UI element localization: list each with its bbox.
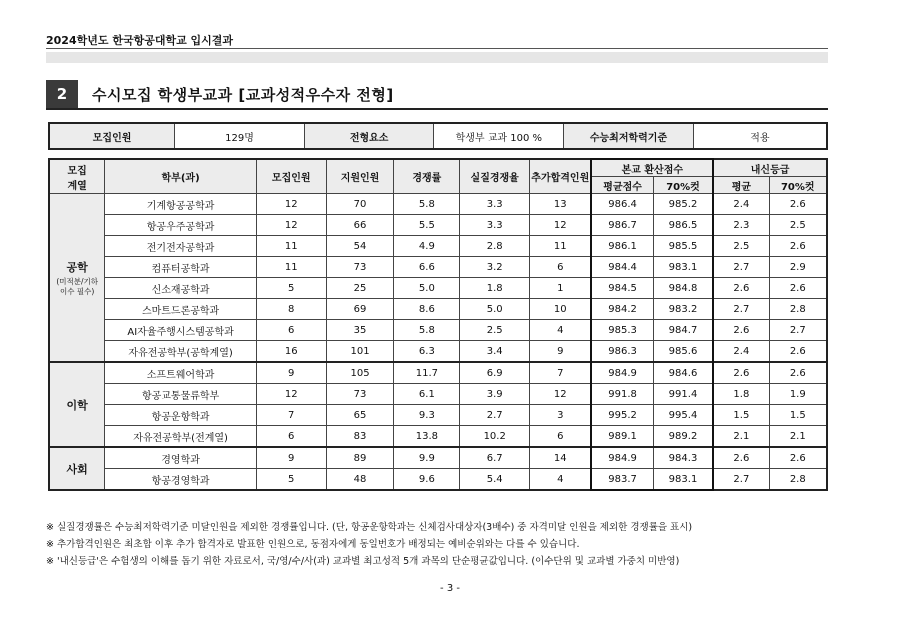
- real-ratio-cell: 6.9: [460, 362, 530, 384]
- extra-cell: 11: [530, 236, 592, 257]
- grade-70-cell: 1.9: [769, 384, 827, 405]
- dept-cell: 컴퓨터공학과: [105, 257, 257, 278]
- applicants-cell: 70: [326, 194, 394, 215]
- group-name: 이학: [66, 398, 88, 412]
- note-extra: ※ 추가합격인원은 최초합 이후 추가 합격자로 발표한 인원으로, 동점자에게 동일번호가 배정되는 예비순위와는 다를 수 있습니다.: [46, 539, 580, 550]
- table-row: [49, 278, 827, 299]
- dept-cell: 신소재공학과: [105, 278, 257, 299]
- dept-cell: 항공운항학과: [105, 405, 257, 426]
- conv-avg-cell: 984.2: [591, 299, 653, 320]
- real-ratio-cell: 2.7: [460, 405, 530, 426]
- conv-avg-cell: 984.9: [591, 447, 653, 469]
- conv-70-cell: 984.3: [653, 447, 713, 469]
- dept-cell: 자유전공학부(전계열): [105, 426, 257, 448]
- quota-cell: 9: [256, 362, 326, 384]
- grade-70-cell: 2.6: [769, 194, 827, 215]
- quota-cell: 6: [256, 426, 326, 448]
- grade-avg-cell: 2.6: [713, 447, 769, 469]
- conv-70-cell: 986.5: [653, 215, 713, 236]
- dept-cell: 항공교통물류학부: [105, 384, 257, 405]
- grade-avg-cell: 2.6: [713, 278, 769, 299]
- grade-avg-cell: 2.7: [713, 257, 769, 278]
- applicants-cell: 69: [326, 299, 394, 320]
- conv-70-cell: 983.2: [653, 299, 713, 320]
- dept-cell: 스마트드론공학과: [105, 299, 257, 320]
- table-row: [49, 426, 827, 448]
- ratio-cell: 5.5: [394, 215, 460, 236]
- applicants-cell: 48: [326, 469, 394, 491]
- header-extra: 추가합격인원: [530, 159, 592, 194]
- ratio-cell: 11.7: [394, 362, 460, 384]
- header-ratio: 경쟁률: [394, 159, 460, 194]
- ratio-cell: 4.9: [394, 236, 460, 257]
- ratio-cell: 13.8: [394, 426, 460, 448]
- applicants-cell: 73: [326, 384, 394, 405]
- dept-cell: 항공경영학과: [105, 469, 257, 491]
- dept-cell: AI자율주행시스템공학과: [105, 320, 257, 341]
- extra-cell: 6: [530, 426, 592, 448]
- real-ratio-cell: 10.2: [460, 426, 530, 448]
- conv-avg-cell: 995.2: [591, 405, 653, 426]
- conv-avg-cell: 984.4: [591, 257, 653, 278]
- grade-70-cell: 1.5: [769, 405, 827, 426]
- header-grade-70: 70%컷: [769, 177, 827, 194]
- extra-cell: 12: [530, 384, 592, 405]
- real-ratio-cell: 1.8: [460, 278, 530, 299]
- header-applicants: 지원인원: [326, 159, 394, 194]
- dept-cell: 자유전공학부(공학계열): [105, 341, 257, 363]
- dept-cell: 항공우주공학과: [105, 215, 257, 236]
- grade-avg-cell: 2.4: [713, 341, 769, 363]
- table-row: [49, 447, 827, 469]
- table-row: [49, 320, 827, 341]
- group-name: 사회: [66, 462, 88, 476]
- table-row: [49, 257, 827, 278]
- applicants-cell: 105: [326, 362, 394, 384]
- real-ratio-cell: 3.9: [460, 384, 530, 405]
- grade-70-cell: 2.6: [769, 341, 827, 363]
- quota-cell: 9: [256, 447, 326, 469]
- header-group: 모집 계열: [49, 159, 105, 194]
- document-title: 2024학년도 한국항공대학교 입시결과: [46, 34, 234, 47]
- conv-70-cell: 985.6: [653, 341, 713, 363]
- ratio-cell: 6.6: [394, 257, 460, 278]
- real-ratio-cell: 6.7: [460, 447, 530, 469]
- grade-avg-cell: 1.5: [713, 405, 769, 426]
- grade-avg-cell: 2.1: [713, 426, 769, 448]
- table-row: [49, 469, 827, 491]
- header-dept: 학부(과): [105, 159, 257, 194]
- grade-avg-cell: 2.7: [713, 299, 769, 320]
- table-row: [49, 236, 827, 257]
- quota-cell: 8: [256, 299, 326, 320]
- section-number: 2: [46, 80, 78, 108]
- dept-cell: 경영학과: [105, 447, 257, 469]
- table-row: [49, 384, 827, 405]
- conv-70-cell: 983.1: [653, 469, 713, 491]
- conv-avg-cell: 986.3: [591, 341, 653, 363]
- quota-cell: 12: [256, 194, 326, 215]
- grade-70-cell: 2.9: [769, 257, 827, 278]
- grade-avg-cell: 2.6: [713, 362, 769, 384]
- ratio-cell: 9.3: [394, 405, 460, 426]
- real-ratio-cell: 3.3: [460, 194, 530, 215]
- real-ratio-cell: 5.4: [460, 469, 530, 491]
- group-cell: [49, 194, 105, 363]
- real-ratio-cell: 3.4: [460, 341, 530, 363]
- header-grade: 내신등급: [713, 159, 827, 177]
- extra-cell: 12: [530, 215, 592, 236]
- grade-70-cell: 2.8: [769, 299, 827, 320]
- conv-avg-cell: 984.5: [591, 278, 653, 299]
- conv-avg-cell: 984.9: [591, 362, 653, 384]
- conv-70-cell: 983.1: [653, 257, 713, 278]
- conv-70-cell: 984.8: [653, 278, 713, 299]
- ratio-cell: 5.8: [394, 320, 460, 341]
- extra-cell: 1: [530, 278, 592, 299]
- applicants-cell: 25: [326, 278, 394, 299]
- dept-cell: 소프트웨어학과: [105, 362, 257, 384]
- header-conv-avg: 평균점수: [591, 177, 653, 194]
- table-row: [49, 215, 827, 236]
- quota-cell: 11: [256, 236, 326, 257]
- grade-avg-cell: 2.3: [713, 215, 769, 236]
- grade-70-cell: 2.8: [769, 469, 827, 491]
- section-header: [46, 80, 828, 110]
- note-real-ratio: ※ 실질경쟁률은 수능최저학력기준 미달인원을 제외한 경쟁률입니다. (단, 항공운항학과는 신체검사대상자(3배수) 중 자격미달 인원을 제외한 경쟁률을 표시): [46, 522, 693, 533]
- conv-avg-cell: 989.1: [591, 426, 653, 448]
- ratio-cell: 9.6: [394, 469, 460, 491]
- table-row: [49, 362, 827, 384]
- header-conv: 본교 환산점수: [591, 159, 713, 177]
- ratio-cell: 9.9: [394, 447, 460, 469]
- quota-cell: 16: [256, 341, 326, 363]
- grade-70-cell: 2.6: [769, 236, 827, 257]
- extra-cell: 9: [530, 341, 592, 363]
- quota-cell: 6: [256, 320, 326, 341]
- section-title: 수시모집 학생부교과 [교과성적우수자 전형]: [92, 85, 394, 104]
- quota-cell: 7: [256, 405, 326, 426]
- grade-70-cell: 2.5: [769, 215, 827, 236]
- note-grade: ※ '내신등급'은 수험생의 이해를 돕기 위한 자료로서, 국/영/수/사(과) 교과별 최고성적 5개 과목의 단순평균값입니다. (이수단위 및 교과별 가중치 미반영): [46, 556, 680, 567]
- quota-cell: 11: [256, 257, 326, 278]
- quota-cell: 12: [256, 384, 326, 405]
- element-value: 학생부 교과 100 %: [434, 123, 564, 149]
- real-ratio-cell: 3.2: [460, 257, 530, 278]
- dept-cell: 기계항공공학과: [105, 194, 257, 215]
- ratio-cell: 5.0: [394, 278, 460, 299]
- group-cell: [49, 362, 105, 447]
- applicants-cell: 65: [326, 405, 394, 426]
- grade-avg-cell: 2.4: [713, 194, 769, 215]
- quota-value: 129명: [175, 123, 305, 149]
- group-cell: [49, 447, 105, 490]
- real-ratio-cell: 5.0: [460, 299, 530, 320]
- applicants-cell: 54: [326, 236, 394, 257]
- applicants-cell: 35: [326, 320, 394, 341]
- grade-70-cell: 2.1: [769, 426, 827, 448]
- conv-70-cell: 985.5: [653, 236, 713, 257]
- extra-cell: 4: [530, 320, 592, 341]
- conv-avg-cell: 986.7: [591, 215, 653, 236]
- page-number: - 3 -: [440, 583, 460, 594]
- header-band: [46, 52, 828, 63]
- extra-cell: 14: [530, 447, 592, 469]
- csat-label: 수능최저학력기준: [564, 123, 694, 149]
- real-ratio-cell: 2.8: [460, 236, 530, 257]
- header-real-ratio: 실질경쟁율: [460, 159, 530, 194]
- ratio-cell: 6.3: [394, 341, 460, 363]
- real-ratio-cell: 3.3: [460, 215, 530, 236]
- extra-cell: 4: [530, 469, 592, 491]
- ratio-cell: 8.6: [394, 299, 460, 320]
- grade-70-cell: 2.6: [769, 362, 827, 384]
- summary-table: [48, 122, 828, 150]
- header-conv-70: 70%컷: [653, 177, 713, 194]
- notes: [46, 519, 836, 570]
- conv-avg-cell: 991.8: [591, 384, 653, 405]
- title-divider: [46, 48, 828, 49]
- csat-value: 적용: [693, 123, 827, 149]
- quota-cell: 5: [256, 469, 326, 491]
- conv-avg-cell: 986.4: [591, 194, 653, 215]
- quota-label: 모집인원: [49, 123, 175, 149]
- results-table: [48, 158, 828, 491]
- table-row: [49, 405, 827, 426]
- conv-70-cell: 995.4: [653, 405, 713, 426]
- conv-70-cell: 985.2: [653, 194, 713, 215]
- conv-70-cell: 984.7: [653, 320, 713, 341]
- ratio-cell: 6.1: [394, 384, 460, 405]
- extra-cell: 3: [530, 405, 592, 426]
- group-note: (미적분/기하 이수 필수): [56, 276, 98, 296]
- grade-avg-cell: 2.6: [713, 320, 769, 341]
- conv-70-cell: 991.4: [653, 384, 713, 405]
- applicants-cell: 66: [326, 215, 394, 236]
- header-grade-avg: 평균: [713, 177, 769, 194]
- extra-cell: 10: [530, 299, 592, 320]
- group-name: 공학: [66, 260, 88, 274]
- applicants-cell: 83: [326, 426, 394, 448]
- ratio-cell: 5.8: [394, 194, 460, 215]
- grade-avg-cell: 2.7: [713, 469, 769, 491]
- quota-cell: 12: [256, 215, 326, 236]
- grade-70-cell: 2.6: [769, 447, 827, 469]
- element-label: 전형요소: [304, 123, 434, 149]
- table-row: [49, 194, 827, 215]
- extra-cell: 13: [530, 194, 592, 215]
- table-row: [49, 341, 827, 363]
- applicants-cell: 89: [326, 447, 394, 469]
- applicants-cell: 73: [326, 257, 394, 278]
- table-row: [49, 299, 827, 320]
- grade-avg-cell: 1.8: [713, 384, 769, 405]
- real-ratio-cell: 2.5: [460, 320, 530, 341]
- dept-cell: 전기전자공학과: [105, 236, 257, 257]
- conv-avg-cell: 986.1: [591, 236, 653, 257]
- header-quota: 모집인원: [256, 159, 326, 194]
- grade-avg-cell: 2.5: [713, 236, 769, 257]
- grade-70-cell: 2.7: [769, 320, 827, 341]
- extra-cell: 7: [530, 362, 592, 384]
- conv-70-cell: 989.2: [653, 426, 713, 448]
- quota-cell: 5: [256, 278, 326, 299]
- extra-cell: 6: [530, 257, 592, 278]
- conv-avg-cell: 983.7: [591, 469, 653, 491]
- conv-70-cell: 984.6: [653, 362, 713, 384]
- conv-avg-cell: 985.3: [591, 320, 653, 341]
- grade-70-cell: 2.6: [769, 278, 827, 299]
- applicants-cell: 101: [326, 341, 394, 363]
